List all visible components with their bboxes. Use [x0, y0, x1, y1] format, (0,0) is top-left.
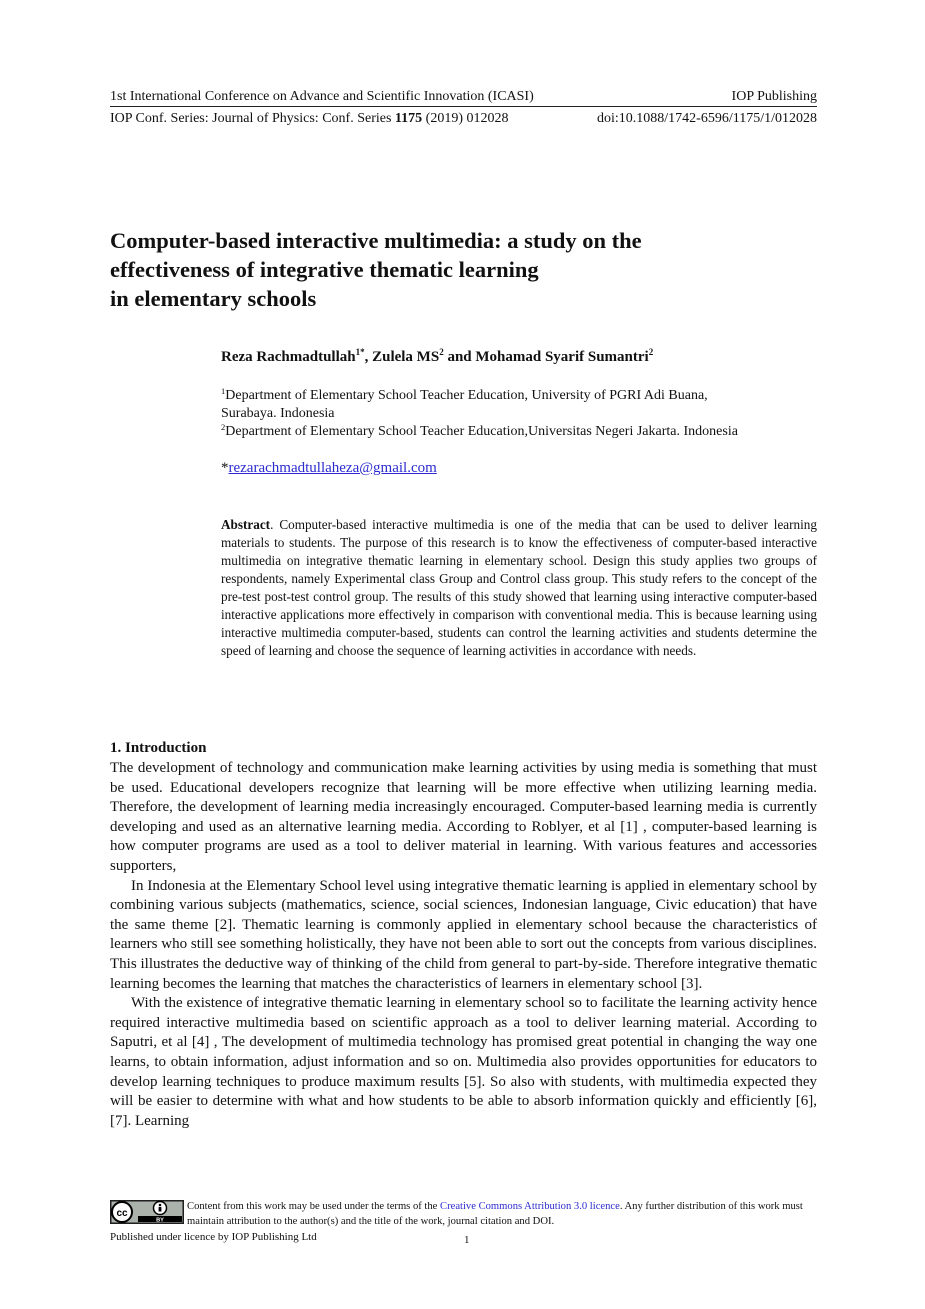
author-and: and — [447, 349, 472, 365]
author-3: Mohamad Syarif Sumantri — [475, 349, 649, 365]
publisher-name: IOP Publishing — [731, 89, 817, 104]
title-line-2: effectiveness of integrative thematic learning — [110, 257, 539, 282]
paragraph-1: The development of technology and communication make learning activities by using media is something that must be used. Educational developers recognize that learning will be more effective when utilizing learning media. Therefore, the development of learning media increasingly encouraged. Computer-based learning media is currently developing and used as an alternative learning media. According to Roblyer, et al [1] , computer-based learning is how computer programs are used as a tool to deliver material in learning. With various features and accessories supporters, — [110, 760, 817, 874]
paper-title — [110, 226, 817, 313]
running-header-line2 — [110, 110, 817, 127]
email-star: * — [221, 460, 229, 476]
page-number: 1 — [464, 1234, 470, 1246]
license-notice — [187, 1199, 817, 1229]
volume-number: 1175 — [394, 111, 423, 126]
abstract-text: . Computer-based interactive multimedia is one of the media that can be used to deliver learning materials to students. The purpose of this research is to know the effectiveness of computer-based interactive multimedia on integrative thematic learning in elementary school. Design this study applies two groups of respondents, namely Experimental class Group and Control class group. This study refers to the concept of the pre-test post-test control group. The results of this study showed that learning using interactive computer-based interactive applications more effectively in comparison with conventional media. This is because learning using interactive multimedia computer-based, students can control the learning activities and students determine the speed of learning and choose the sequence of learning activities in accordance with needs. — [221, 517, 817, 658]
doi-text: doi:10.1088/1742-6596/1175/1/012028 — [597, 111, 817, 126]
paragraph-3: With the existence of integrative thematic learning in elementary school so to facilitate the learning activity hence required interactive multimedia based on scientific approach as a tool to deliver learning material. According to Saputri, et al [4] , The development of multimedia technology has promised great potential in changing the way one learns, to obtain information, adjust information and so on. Multimedia also provides opportunities for educators to develop learning techniques to produce maximum results [5]. So also with students, with multimedia expected they will be easier to determine with what and how students to be able to absorb information quickly and efficiently [6], [7]. Learning — [110, 995, 817, 1129]
license-link[interactable]: Creative Commons Attribution 3.0 licence — [440, 1201, 620, 1212]
author-1: Reza Rachmadtullah — [221, 349, 356, 365]
author-1-sup: 1* — [355, 347, 365, 357]
affiliation-1-num: 1 — [221, 386, 226, 396]
affiliation-2-num: 2 — [221, 422, 226, 432]
author-list: Reza Rachmadtullah$^{1*}$, Zulela $MS^2$ and Mohamad Syarif Sumantri$^2$ — [221, 347, 654, 365]
affiliation-1 — [221, 387, 817, 405]
affiliation-2 — [221, 423, 817, 441]
affiliations — [221, 387, 817, 441]
author-3-sup: 2 — [648, 347, 654, 357]
title-line-1: Computer-based interactive multimedia: a study on the — [110, 228, 642, 253]
license-post: . Any further distribution of this work must maintain attribution to the author(s) and the title of the work, journal citation and DOI. — [187, 1201, 803, 1227]
introduction-body — [110, 759, 817, 1131]
publisher-notice: Published under licence by IOP Publishing Ltd — [110, 1231, 317, 1243]
title-line-3: in elementary schools — [110, 286, 317, 311]
email-link[interactable]: rezarachmadtullaheza@gmail.com — [228, 460, 437, 476]
journal-prefix: IOP Conf. Series: Journal of Physics: Conf. Series — [110, 111, 392, 126]
author-2: Zulela MS — [372, 349, 440, 365]
cc-by-label: BY — [156, 1217, 164, 1224]
affiliation-1-line1: Department of Elementary School Teacher Education, University of PGRI Adi Buana, — [225, 388, 708, 403]
running-header-line1 — [110, 88, 817, 107]
corresponding-email — [221, 460, 437, 477]
conference-name: 1st International Conference on Advance and Scientific Innovation (ICASI) — [110, 89, 534, 104]
author-2-sup: 2 — [439, 347, 444, 357]
affiliation-1-cont: Surabaya. Indonesia — [221, 406, 335, 421]
affiliation-2-text: Department of Elementary School Teacher Education,Universitas Negeri Jakarta. Indonesia — [225, 424, 738, 439]
section-heading-introduction: 1. Introduction — [110, 740, 207, 756]
abstract-label: Abstract — [221, 517, 271, 532]
cc-by-license-icon — [110, 1200, 184, 1224]
journal-citation — [110, 110, 508, 127]
year-article: (2019) 012028 — [425, 111, 509, 126]
paragraph-2: In Indonesia at the Elementary School level using integrative thematic learning is applied in elementary school by combining various subjects (mathematics, science, social sciences, Indonesian language, Civic education) that have the same theme [2]. Thematic learning is commonly applied in elementary school because the characteristics of learners who still see something holistically, they have not been able to sort out the concepts from various disciplines. This illustrates the deductive way of thinking of the child from general to part-by-side. Therefore integrative thematic learning becomes the learning that matches the characteristics of learners in elementary school [3]. — [110, 877, 817, 992]
svg-text:cc: cc — [116, 1208, 128, 1219]
license-pre: Content from this work may be used under the terms of the — [187, 1201, 438, 1212]
abstract — [221, 516, 817, 660]
